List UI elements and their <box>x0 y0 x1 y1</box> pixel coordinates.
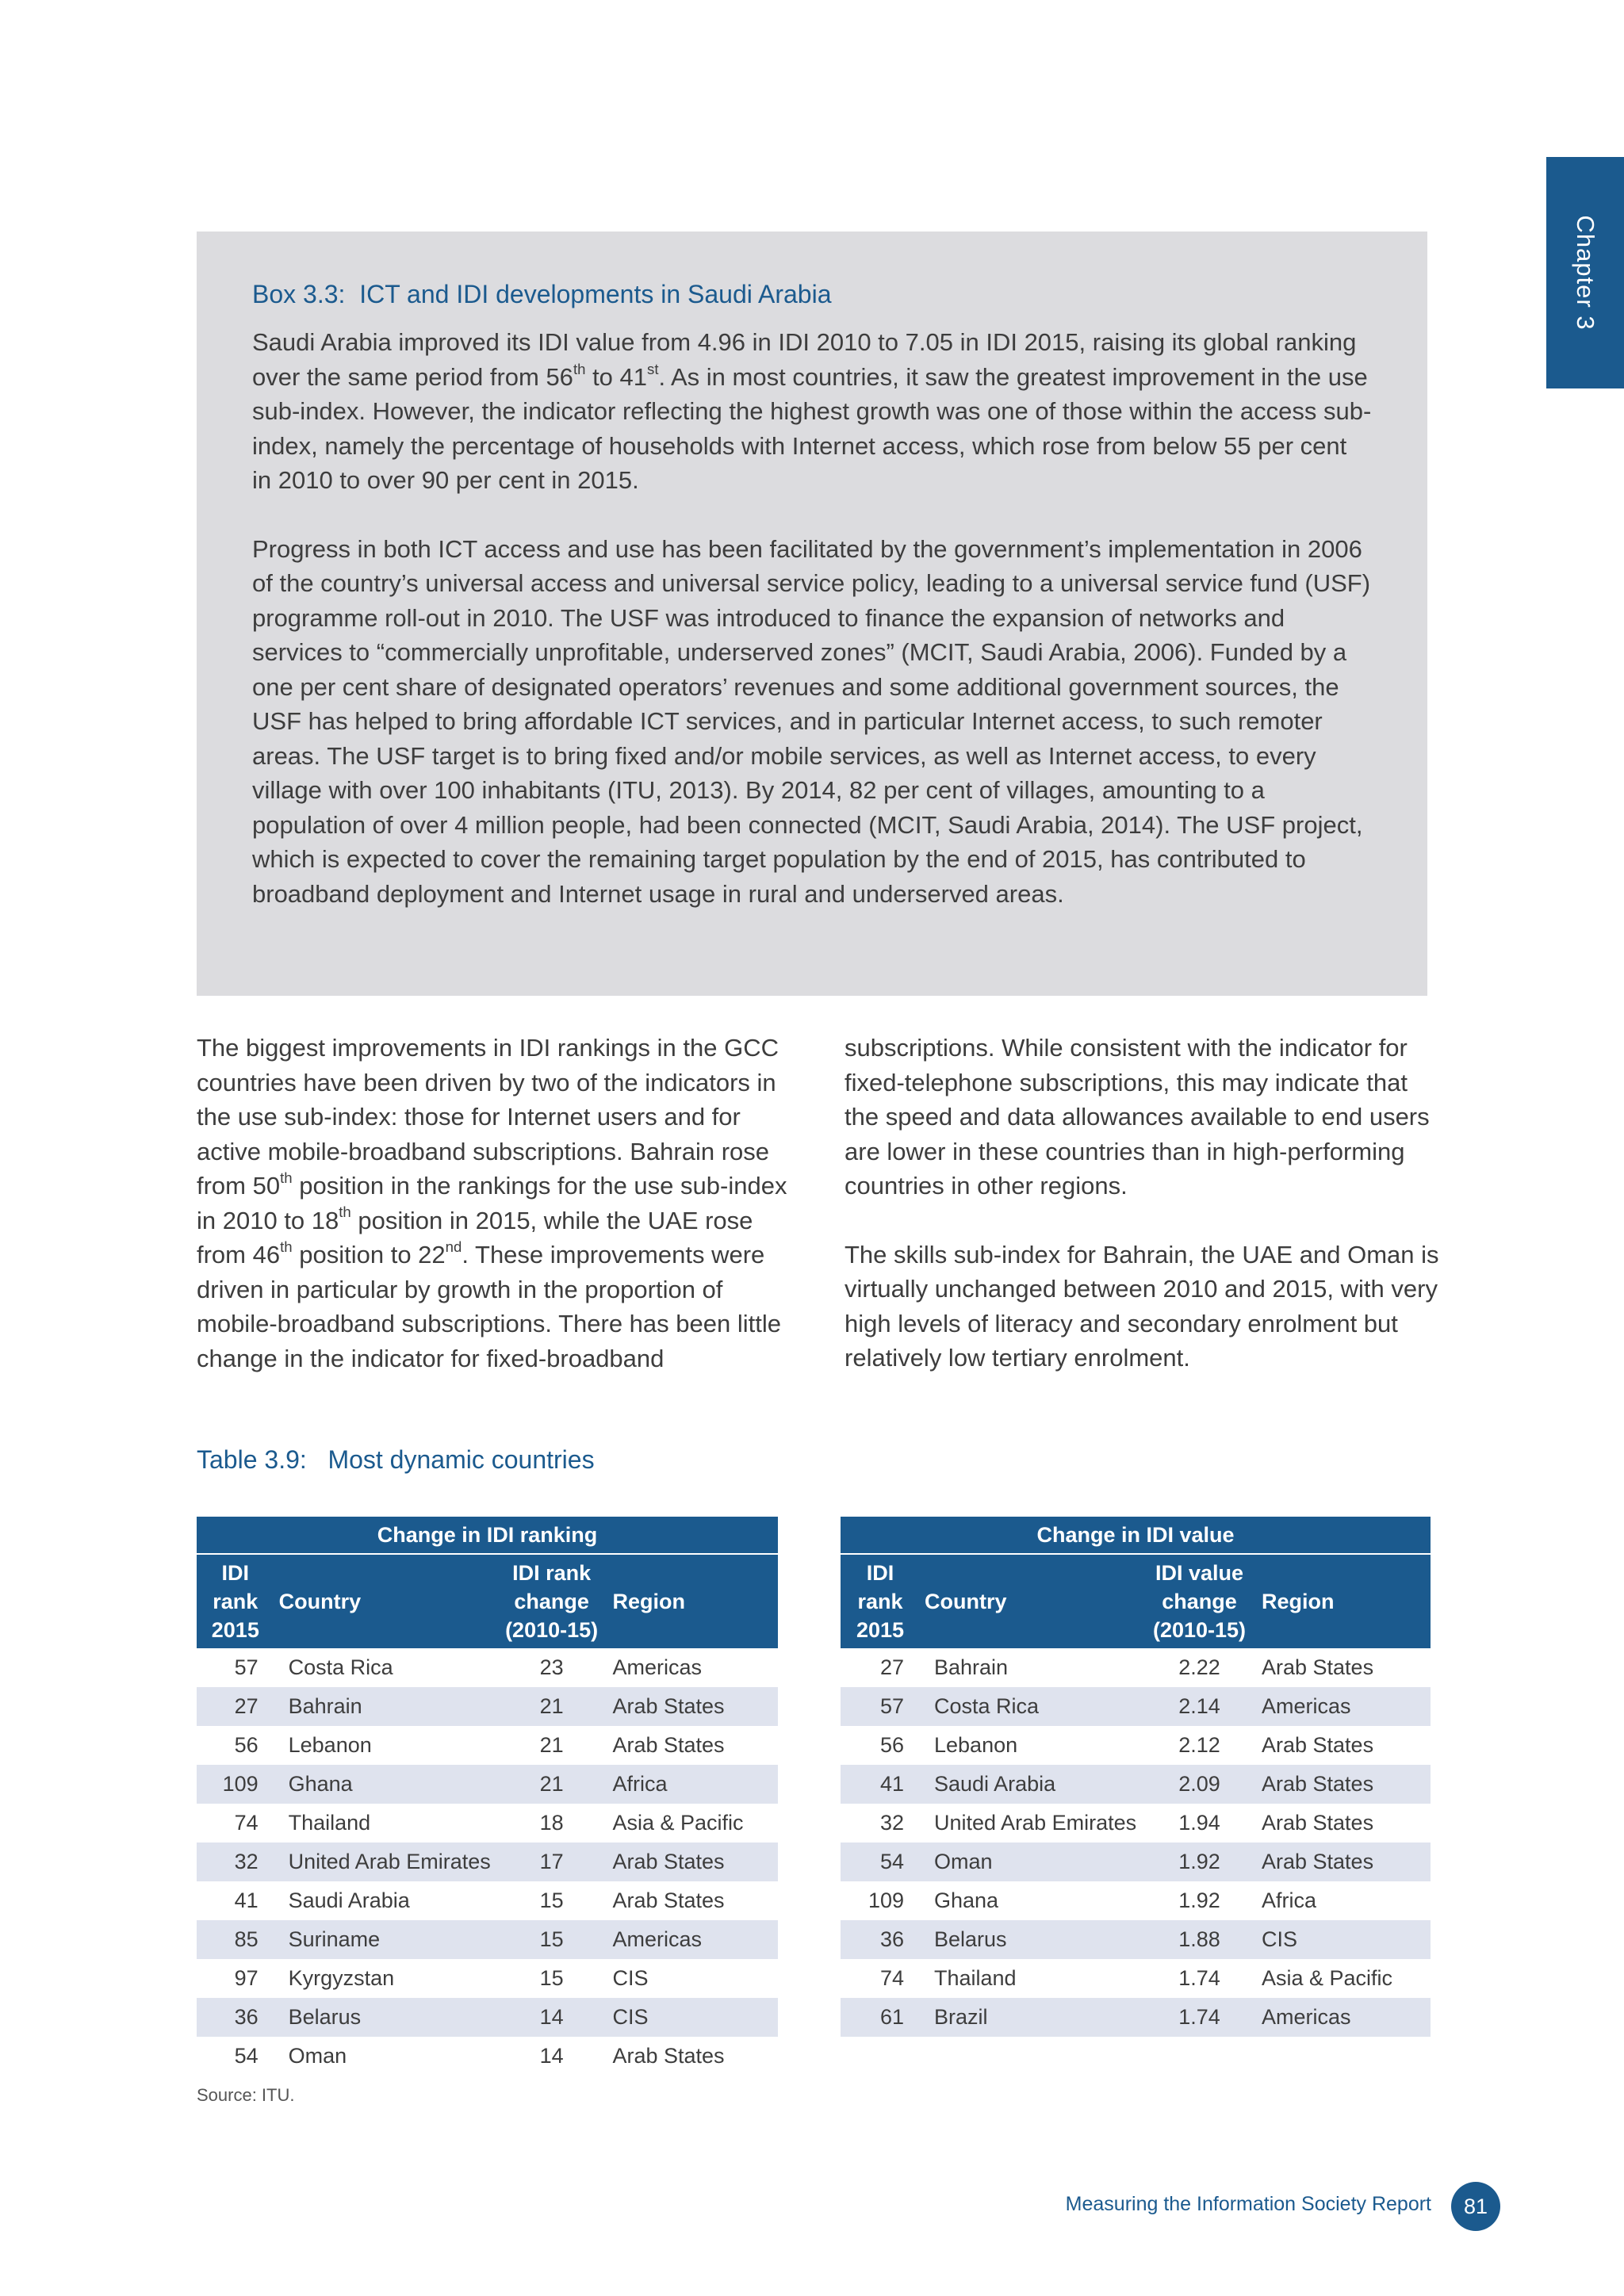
cell-region: Arab States <box>612 1733 725 1757</box>
cell-change: 1.92 <box>1142 1843 1257 1881</box>
table-row <box>197 1648 778 1687</box>
table-row <box>841 1726 1431 1765</box>
box-title: Box 3.3: ICT and IDI developments in Saudi Arabia <box>252 280 832 308</box>
cell-country: Oman <box>288 2044 347 2068</box>
cell-change: 21 <box>496 1687 608 1726</box>
cell-change: 15 <box>539 1966 564 1990</box>
table-row <box>841 1804 1431 1843</box>
cell-change: 15 <box>539 1888 564 1912</box>
cell-country: Suriname <box>274 1920 496 1959</box>
cell-region: Arab States <box>1262 1811 1374 1835</box>
cell-country: Lebanon <box>288 1733 372 1757</box>
body-left-paragraph <box>197 1031 799 1376</box>
box-saudi-arabia <box>197 232 1427 996</box>
box-p1-text-c: . As in most countries, it saw the greatest improvement in the use sub-index. However, the indicator reflecting the highest growth was one of those within the access sub-index, namely the percentage of households with Internet access, which rose from below 55 per cent in 2010 to over 90 per cent in 2015. <box>252 362 1372 495</box>
cell-idi-rank: 109 <box>868 1888 904 1912</box>
cell-idi-rank: 32 <box>879 1811 904 1835</box>
cell-change: 2.09 <box>1142 1765 1257 1804</box>
cell-idi-rank: 109 <box>197 1765 274 1804</box>
cell-country: Saudi Arabia <box>920 1765 1142 1804</box>
box-p1-sup-2: st <box>647 360 659 377</box>
cell-region: CIS <box>612 1966 649 1990</box>
cell-idi-rank: 56 <box>879 1733 904 1757</box>
cell-country: Belarus <box>920 1920 1142 1959</box>
cell-idi-rank: 74 <box>879 1966 904 1990</box>
body-column-right <box>845 1031 1447 1410</box>
chapter-tab-label: Chapter 3 <box>1572 215 1599 331</box>
cell-country: Bahrain <box>934 1655 1009 1679</box>
cell-region: Arab States <box>1257 1843 1431 1881</box>
cell-country: Belarus <box>274 1998 496 2037</box>
cell-country: Thailand <box>288 1811 371 1835</box>
cell-country: Kyrgyzstan <box>288 1966 395 1990</box>
cell-idi-rank: 27 <box>879 1655 904 1679</box>
cell-change: 2.14 <box>1142 1687 1257 1726</box>
cell-change: 1.74 <box>1178 1966 1220 1990</box>
cell-change: 2.22 <box>1178 1655 1220 1679</box>
cell-country: Costa Rica <box>288 1655 393 1679</box>
cell-country: Costa Rica <box>920 1687 1142 1726</box>
cell-idi-rank: 57 <box>841 1687 920 1726</box>
cell-country: Brazil <box>920 1998 1142 2037</box>
cell-change: 14 <box>539 2044 564 2068</box>
table-row <box>841 1959 1431 1998</box>
box-p1-text-a: Saudi Arabia improved its IDI value from 4.96 in IDI 2010 to 7.05 in IDI 2015, raising its global ranking over the same period from 56 <box>252 328 1357 391</box>
table-row <box>197 1765 778 1804</box>
cell-country: Saudi Arabia <box>288 1888 410 1912</box>
cell-region: Africa <box>1262 1888 1317 1912</box>
table-row <box>841 1687 1431 1726</box>
table-row <box>197 1998 778 2037</box>
cell-region: Americas <box>1257 1687 1431 1726</box>
cell-idi-rank: 36 <box>841 1920 920 1959</box>
cell-idi-rank: 54 <box>234 2044 259 2068</box>
cell-change: 15 <box>496 1920 608 1959</box>
cell-region: Asia & Pacific <box>1262 1966 1393 1990</box>
table-row <box>841 1920 1431 1959</box>
cell-idi-rank: 41 <box>841 1765 920 1804</box>
cell-region: Africa <box>607 1765 778 1804</box>
cell-idi-rank: 56 <box>234 1733 259 1757</box>
table-row <box>197 1726 778 1765</box>
cell-idi-rank: 41 <box>234 1888 259 1912</box>
body-left-sup-3: th <box>280 1238 293 1255</box>
cell-region: CIS <box>1257 1920 1431 1959</box>
body-left-sup-1: th <box>280 1169 293 1186</box>
table-row <box>197 2037 778 2076</box>
table-title: Table 3.9: Most dynamic countries <box>197 1445 595 1474</box>
cell-idi-rank: 57 <box>234 1655 259 1679</box>
cell-country: Ghana <box>934 1888 999 1912</box>
table-idi-ranking-change <box>197 1517 778 2076</box>
box-paragraph-2: Progress in both ICT access and use has been facilitated by the government’s implementation in 2006 of the country’s universal access and universal service policy, leading to a universal service fund (USF) programme roll-out in 2010. The USF was introduced to finance the expansion of networks and services to “commercially unprofitable, underserved zones” (MCIT, Saudi Arabia, 2006). Funded by a one per cent share of designated operators’ revenues and some additional government sources, the USF has helped to bring affordable ICT services, and in particular Internet access, to such remoter areas. The USF target is to bring fixed and/or mobile services, as well as Internet access, to every village with over 100 inhabitants (ITU, 2013). By 2014, 82 per cent of villages, amounting to a population of over 4 million people, had been connected (MCIT, Saudi Arabia, 2014). The USF project, which is expected to cover the remaining target population by the end of 2015, has contributed to broadband deployment and Internet usage in rural and underserved areas. <box>252 534 1371 908</box>
cell-region: Americas <box>612 1655 702 1679</box>
body-left-text-a: The biggest improvements in IDI rankings in the GCC countries have been driven by two of the indicators in the use sub-index: those for Internet users and for active mobile-broadband subscriptions. Bahrain rose from 50 <box>197 1034 779 1200</box>
box-p1-sup-1: th <box>573 360 586 377</box>
cell-idi-rank: 54 <box>841 1843 920 1881</box>
table-value-body <box>841 1648 1431 2037</box>
cell-country: United Arab Emirates <box>934 1811 1137 1835</box>
cell-region: Americas <box>1257 1998 1431 2037</box>
body-left-text-c: position in 2015, while the UAE rose from 46 <box>197 1206 753 1269</box>
col-header-region: Region <box>1257 1554 1431 1648</box>
cell-idi-rank: 74 <box>234 1811 259 1835</box>
col-header-country: Country <box>920 1554 1142 1648</box>
col-header-idi-rank-2015: IDI rank 2015 <box>197 1554 274 1648</box>
page-number: 81 <box>1463 2194 1488 2218</box>
cell-change: 1.88 <box>1142 1920 1257 1959</box>
cell-idi-rank: 85 <box>197 1920 274 1959</box>
cell-idi-rank: 36 <box>197 1998 274 2037</box>
body-left-text-e: . These improvements were driven in particular by growth in the proportion of mobile-broadband subscriptions. There has been little change in the indicator for fixed-broadband <box>197 1241 781 1372</box>
footer-report-title: Measuring the Information Society Report <box>1065 2193 1431 2215</box>
cell-change: 1.74 <box>1142 1998 1257 2037</box>
table-row <box>841 1648 1431 1687</box>
body-left-sup-4: nd <box>445 1238 462 1255</box>
cell-change: 1.92 <box>1178 1888 1220 1912</box>
col-header-idi-value-change: IDI value change (2010-15) <box>1142 1554 1257 1648</box>
cell-region: Arab States <box>612 1888 725 1912</box>
table-row <box>841 1765 1431 1804</box>
table-ranking-body <box>197 1648 778 2076</box>
body-right-paragraph-2: The skills sub-index for Bahrain, the UAE and Oman is virtually unchanged between 2010 and 2015, with very high levels of literacy and secondary enrolment but relatively low tertiary enrolment. <box>845 1240 1439 1372</box>
cell-change: 23 <box>539 1655 564 1679</box>
table-row <box>197 1843 778 1881</box>
table-idi-value-change <box>841 1517 1431 2037</box>
cell-country: Oman <box>920 1843 1142 1881</box>
table-row <box>197 1959 778 1998</box>
col-header-region: Region <box>607 1554 778 1648</box>
table-row <box>197 1687 778 1726</box>
cell-country: Bahrain <box>274 1687 496 1726</box>
cell-region: Americas <box>607 1920 778 1959</box>
table-row <box>841 1843 1431 1881</box>
cell-region: Asia & Pacific <box>612 1811 744 1835</box>
cell-change: 14 <box>496 1998 608 2037</box>
page-number-badge <box>1451 2182 1500 2231</box>
col-header-country: Country <box>274 1554 496 1648</box>
cell-region: CIS <box>607 1998 778 2037</box>
cell-idi-rank: 27 <box>197 1687 274 1726</box>
table-row <box>197 1920 778 1959</box>
body-column-left <box>197 1031 799 1410</box>
col-header-idi-rank-change: IDI rank change (2010-15) <box>496 1554 608 1648</box>
chapter-tab <box>1546 157 1624 388</box>
cell-region: Arab States <box>612 2044 725 2068</box>
cell-change: 2.12 <box>1178 1733 1220 1757</box>
cell-change: 17 <box>496 1843 608 1881</box>
cell-change: 21 <box>539 1733 564 1757</box>
table-row <box>197 1804 778 1843</box>
box-paragraph-1 <box>252 325 1372 498</box>
cell-idi-rank: 32 <box>197 1843 274 1881</box>
cell-region: Arab States <box>1262 1655 1374 1679</box>
cell-country: Ghana <box>274 1765 496 1804</box>
table-row <box>841 1998 1431 2037</box>
body-right-paragraph-1: subscriptions. While consistent with the indicator for fixed-telephone subscriptions, this may indicate that the speed and data allowances available to end users are lower in these countries than in high-performing countries in other regions. <box>845 1034 1430 1200</box>
body-left-sup-2: th <box>339 1203 351 1221</box>
cell-change: 1.94 <box>1178 1811 1220 1835</box>
cell-country: United Arab Emirates <box>274 1843 496 1881</box>
cell-region: Arab States <box>1262 1733 1374 1757</box>
cell-change: 21 <box>496 1765 608 1804</box>
body-left-text-b: position in the rankings for the use sub-index in 2010 to 18 <box>197 1172 787 1234</box>
table-row <box>197 1881 778 1920</box>
cell-idi-rank: 97 <box>234 1966 259 1990</box>
col-header-idi-rank-2015: IDI rank 2015 <box>841 1554 920 1648</box>
table-ranking-group-header: Change in IDI ranking <box>197 1517 778 1554</box>
box-p1-text-b: to 41 <box>585 362 648 391</box>
table-value-group-header: Change in IDI value <box>841 1517 1431 1554</box>
cell-country: Lebanon <box>934 1733 1018 1757</box>
cell-region: Arab States <box>1257 1765 1431 1804</box>
cell-country: Thailand <box>934 1966 1017 1990</box>
body-left-text-d: position to 22 <box>292 1241 446 1269</box>
cell-region: Arab States <box>607 1843 778 1881</box>
cell-change: 18 <box>539 1811 564 1835</box>
cell-region: Arab States <box>607 1687 778 1726</box>
table-row <box>841 1881 1431 1920</box>
table-source-note: Source: ITU. <box>197 2085 295 2105</box>
cell-idi-rank: 61 <box>841 1998 920 2037</box>
